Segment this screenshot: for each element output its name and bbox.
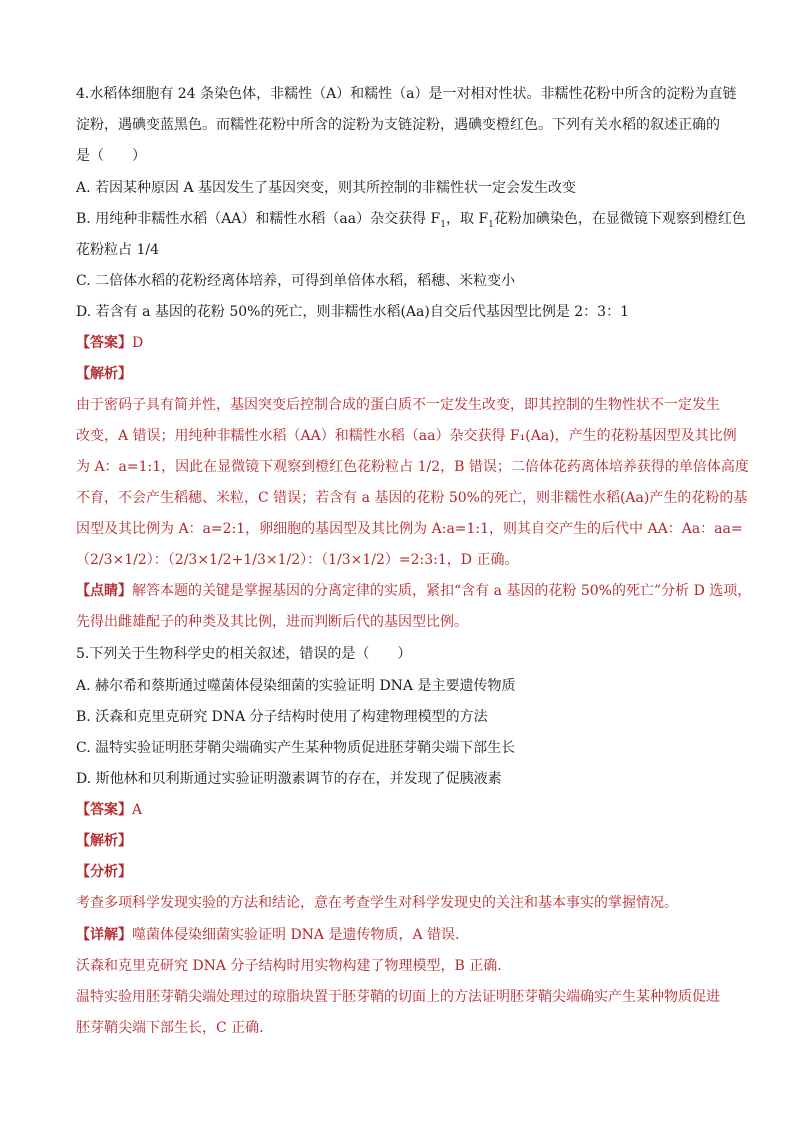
q4-option-b-cont: 花粉粒占 1/4 [76,242,159,258]
q4-stem-line-3: 是（ ） [76,148,146,164]
q5-stem: 5.下列关于生物科学史的相关叙述，错误的是（ ） [76,646,412,662]
q4-analysis-line-3: 为 A：a=1:1，因此在显微镜下观察到橙红色花粉粒占 1/2，B 错误；二倍体花药离体培养获得的单倍体高度 [76,459,749,475]
q4-analysis-line-2: 改变，A 错误；用纯种非糯性水稻（AA）和糯性水稻（aa）杂交获得 F₁(Aa)，产生的花粉基因型及其比例 [76,428,737,444]
q5-option-d: D. 斯他林和贝利斯通过实验证明激素调节的存在，并发现了促胰液素 [76,771,502,787]
q4-stem-line-2: 淀粉，遇碘变蓝黑色。而糯性花粉中所含的淀粉为支链淀粉，遇碘变橙红色。下列有关水稻的叙述正确的 [76,117,720,133]
q4-analysis-heading: 【解析】 [76,366,132,382]
q4-analysis-line-1: 由于密码子具有简并性，基因突变后控制合成的蛋白质不一定发生改变，即其控制的生物性状不一定发生 [76,397,720,413]
q5-detail-line-2: 沃森和克里克研究 DNA 分子结构时用实物构建了物理模型，B 正确. [76,958,502,974]
q5-detail-line-1: 【详解】噬菌体侵染细菌实验证明 DNA 是遗传物质，A 错误. [76,927,460,943]
q4-option-d: D. 若含有 a 基因的花粉 50%的死亡，则非糯性水稻(Aa)自交后代基因型比例是 2：3：1 [76,304,629,320]
q5-detail-line-4: 胚芽鞘尖端下部生长，C 正确. [76,1020,264,1036]
q5-option-a: A. 赫尔希和蔡斯通过噬菌体侵染细菌的实验证明 DNA 是主要遗传物质 [76,678,516,694]
q4-analysis-line-5: 因型及其比例为 A：a=2:1，卵细胞的基因型及其比例为 A:a=1:1，则其自交产生的后代中 AA：Aa：aa= [76,521,743,537]
q4-option-b: B. 用纯种非糯性水稻（AA）和糯性水稻（aa）杂交获得 $F_1$，取 $F_1$花粉加碘染色，在显微镜下观察到橙红色 [76,211,746,230]
q4-analysis-line-6: （2/3×1/2）：（2/3×1/2+1/3×1/2）：（1/3×1/2）=2:3:1，D 正确。 [76,552,519,568]
q4-option-a: A. 若因某种原因 A 基因发生了基因突变，则其所控制的非糯性状一定会发生改变 [76,180,577,196]
q4-point-line-2: 先得出雌雄配子的种类及其比例，进而判断后代的基因型比例。 [76,614,468,630]
q4-option-c: C. 二倍体水稻的花粉经离体培养，可得到单倍体水稻，稻穗、米粒变小 [76,273,516,289]
q5-option-b: B. 沃森和克里克研究 DNA 分子结构时使用了构建物理模型的方法 [76,709,488,725]
q4-answer: 【答案】D [76,335,144,351]
q5-detail-line-3: 温特实验用胚芽鞘尖端处理过的琼脂块置于胚芽鞘的切面上的方法证明胚芽鞘尖端确实产生某种物质促进 [76,989,720,1005]
q5-answer: 【答案】A [76,802,143,818]
q5-fenxi-heading: 【分析】 [76,864,132,880]
q5-option-c: C. 温特实验证明胚芽鞘尖端确实产生某种物质促进胚芽鞘尖端下部生长 [76,740,516,756]
q5-analysis-heading: 【解析】 [76,833,132,849]
q4-stem-line-1: 4.水稻体细胞有 24 条染色体，非糯性（A）和糯性（a）是一对相对性状。非糯性花粉中所含的淀粉为直链 [76,86,737,102]
q5-fenxi-text: 考查多项科学发现实验的方法和结论，意在考查学生对科学发现史的关注和基本事实的掌握情况。 [76,895,678,911]
q4-point-line-1: 【点睛】解答本题的关键是掌握基因的分离定律的实质，紧扣“含有 a 基因的花粉 50%的死亡”分析 D 选项， [76,583,752,599]
q4-analysis-line-4: 不育，不会产生稻穗、米粒，C 错误；若含有 a 基因的花粉 50%的死亡，则非糯性水稻(Aa)产生的花粉的基 [76,490,748,506]
